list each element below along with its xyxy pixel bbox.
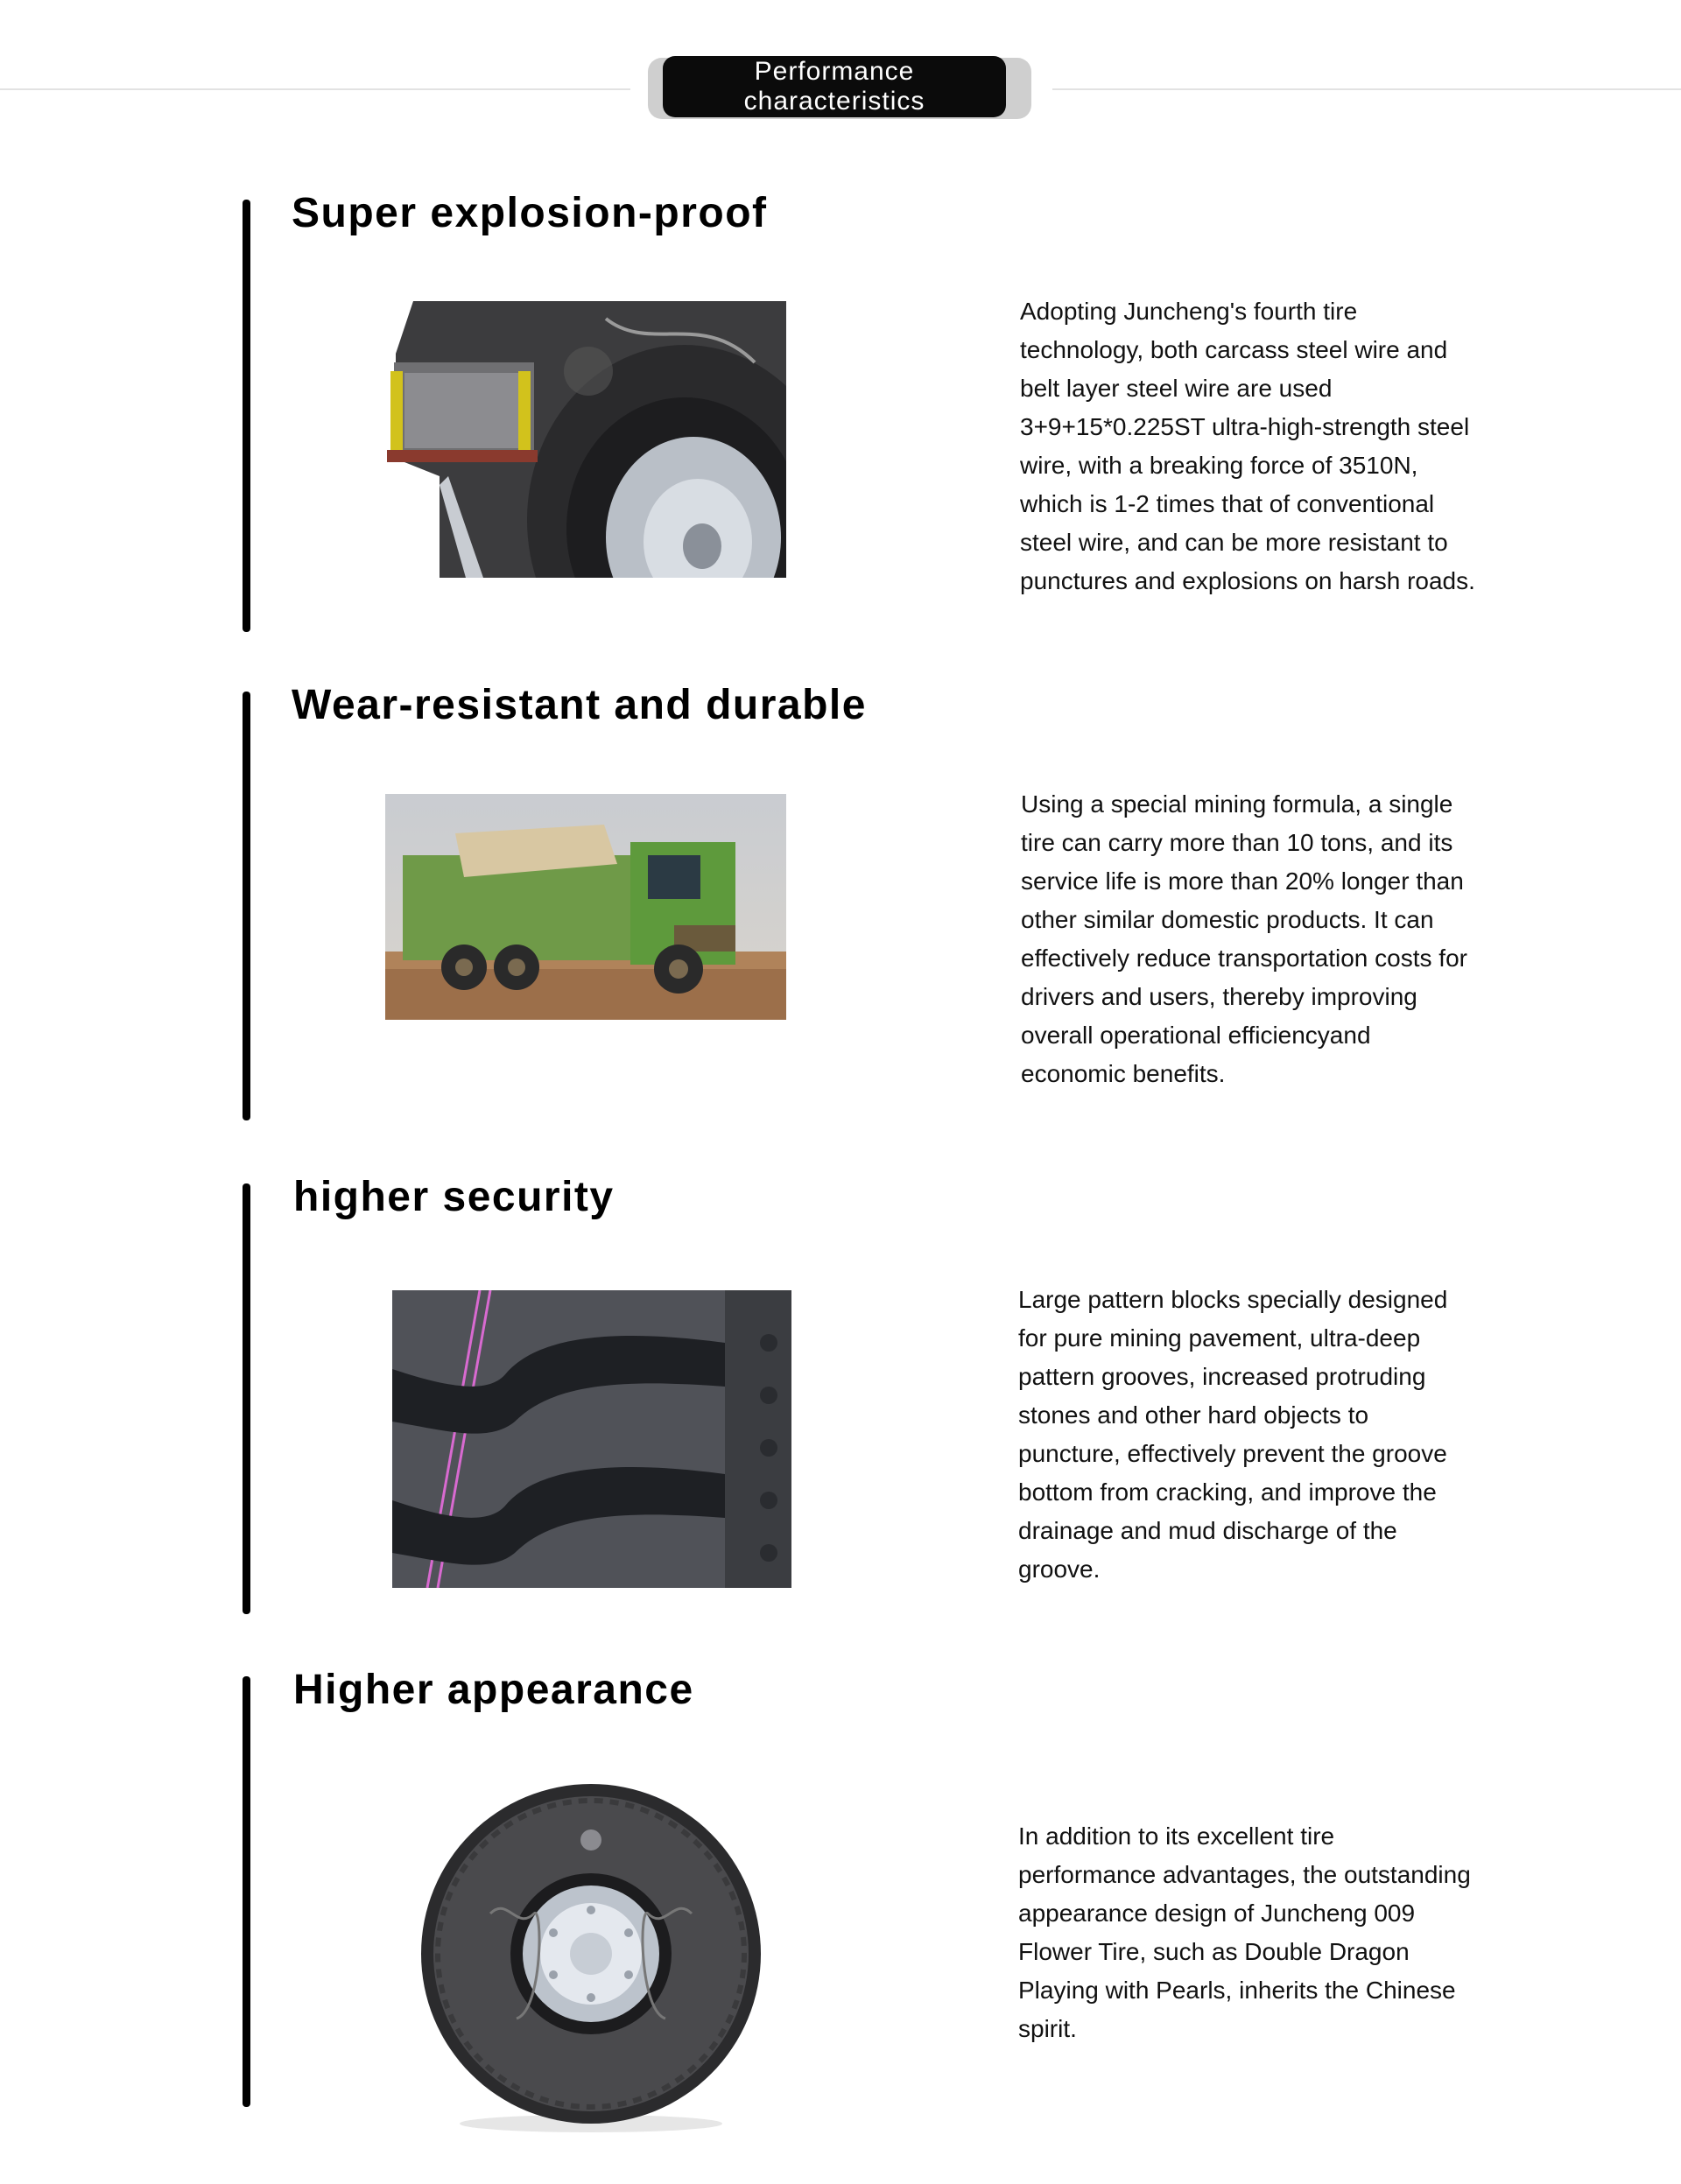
section-title: Super explosion-proof [292, 190, 768, 236]
section-description: In addition to its excellent tire performance advantages, the outstanding appearance design of Juncheng 009 Flower Tire, such as Double Dragon Playing with Pearls, inherits the Chinese spirit. [1018, 1822, 1471, 2042]
section-description: Large pattern blocks specially designed for pure mining pavement, ultra-deep pattern grooves, increased protruding stones and other hard objects to puncture, effectively prevent the groove bottom from cracking, and improve the drainage and mud discharge of the groove. [1018, 1286, 1448, 1583]
section-title: Higher appearance [293, 1667, 694, 1713]
header-title-line2: characteristics [743, 87, 925, 116]
full-tire-image [411, 1782, 770, 2132]
section-description: Using a special mining formula, a single tire can carry more than 10 tons, and its service life is more than 20% longer than other similar domestic products. It can effectively reduce transportation costs for drivers and users, thereby improving overall operational efficiencyand economic benefits. [1021, 790, 1467, 1087]
section-accent-bar [243, 200, 250, 632]
header-title-line1: Performance [754, 57, 915, 86]
section-accent-bar [243, 1676, 250, 2107]
header-divider-right [1052, 88, 1681, 90]
dump-truck-photo [385, 794, 786, 1020]
section-accent-bar [243, 1183, 250, 1614]
tread-pattern-closeup [392, 1290, 791, 1588]
section-header-badge [663, 56, 1006, 117]
section-description: Adopting Juncheng's fourth tire technology, both carcass steel wire and belt layer steel wire are used 3+9+15*0.225ST ultra-high-strength steel wire, with a breaking force of 3510N, which is 1-2 times that of conventional steel wire, and can be more resistant to punctures and explosions on harsh roads. [1020, 298, 1475, 594]
section-title: Wear-resistant and durable [292, 682, 867, 728]
section-accent-bar [243, 692, 250, 1120]
header-divider-left [0, 88, 630, 90]
tire-cross-section-image [387, 301, 786, 578]
section-title: higher security [293, 1174, 615, 1220]
